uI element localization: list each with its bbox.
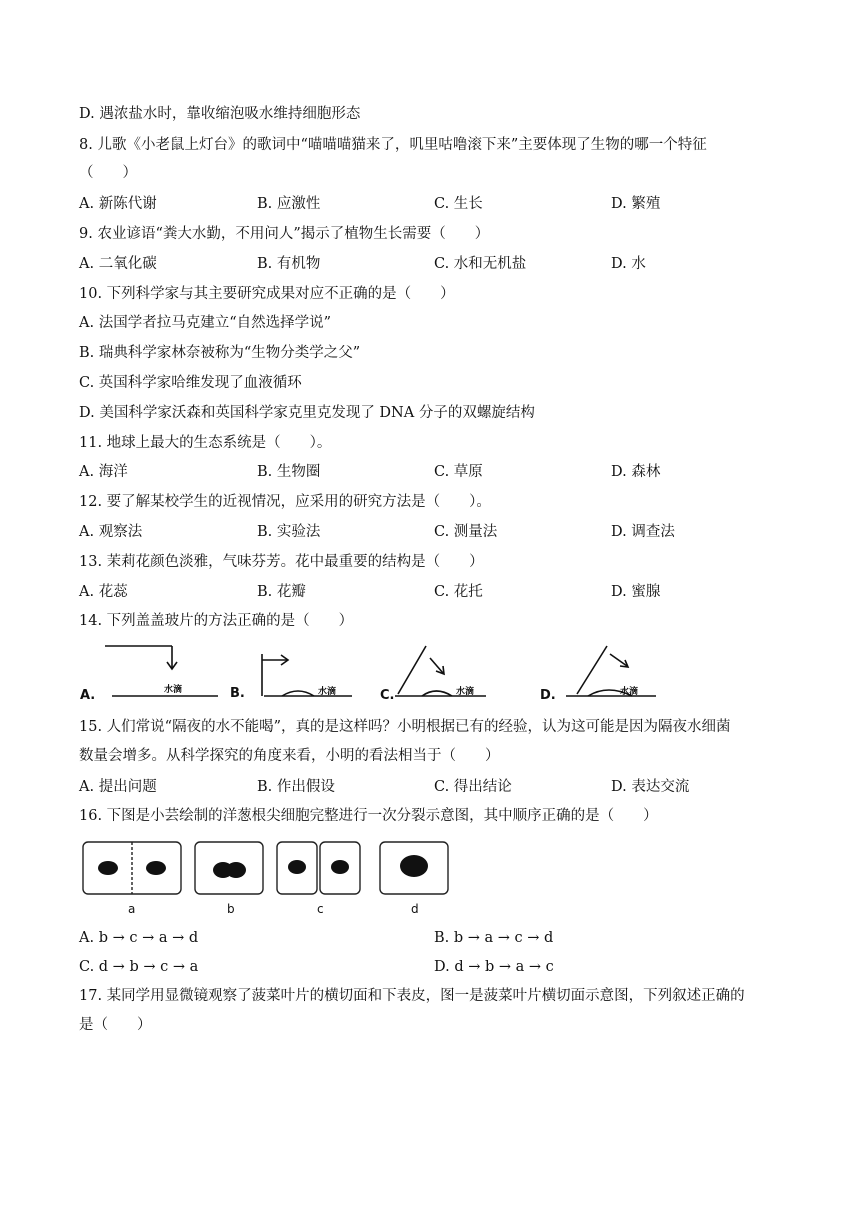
q12-option-b: B. 实验法: [257, 524, 321, 540]
q10-option-b: B. 瑞典科学家林奈被称为“生物分类学之父”: [79, 345, 361, 361]
q10-option-d: D. 美国科学家沃森和英国科学家克里克发现了 DNA 分子的双螺旋结构: [79, 405, 535, 421]
fig-label-a: a: [128, 902, 136, 916]
q8-paren: （ ）: [79, 165, 137, 181]
q15-option-c: C. 得出结论: [434, 779, 512, 795]
q8-option-d: D. 繁殖: [611, 196, 661, 212]
q15-option-b: B. 作出假设: [257, 779, 335, 795]
q11-stem: 11. 地球上最大的生态系统是（ ）。: [79, 435, 332, 451]
q13-option-d: D. 蜜腺: [611, 584, 661, 600]
fig-label-b: b: [227, 902, 235, 916]
q10-stem: 10. 下列科学家与其主要研究成果对应不正确的是（ ）: [79, 286, 455, 302]
drop-label-a: 水滴: [164, 685, 183, 695]
q17-stem-line1: 17. 某同学用显微镜观察了菠菜叶片的横切面和下表皮，图一是菠菜叶片横切面示意图，下列叙述正确的: [79, 988, 745, 1004]
nucleus-c2: [331, 860, 349, 874]
coverslip-c: [398, 646, 426, 694]
q9-stem: 9. 农业谚语“粪大水勤，不用问人”揭示了植物生长需要（ ）: [79, 226, 490, 242]
q16-option-c: C. d → b → c → a: [79, 959, 199, 975]
nucleus-c1: [288, 860, 306, 874]
q16-option-d: D. d → b → a → c: [434, 959, 554, 975]
cell-division-diagram: [82, 840, 452, 902]
q12-option-a: A. 观察法: [79, 524, 143, 540]
q11-option-b: B. 生物圈: [257, 464, 321, 480]
fig-letter-c: C.: [380, 688, 395, 703]
q17-stem-line2: 是（ ）: [79, 1017, 152, 1033]
q16-option-a: A. b → c → a → d: [79, 930, 199, 946]
nucleus-d: [400, 855, 428, 877]
q16-stem: 16. 下图是小芸绘制的洋葱根尖细胞完整进行一次分裂示意图，其中顺序正确的是（ ）: [79, 808, 658, 824]
cell-division-figure: [82, 840, 452, 920]
q9-option-d: D. 水: [611, 256, 646, 272]
q9-option-c: C. 水和无机盐: [434, 256, 527, 272]
q7-option-d: D. 遇浓盐水时，靠收缩泡吸水维持细胞形态: [79, 106, 361, 122]
fig-letter-a: A.: [80, 688, 96, 703]
q11-option-a: A. 海洋: [79, 464, 128, 480]
q11-option-c: C. 草原: [434, 464, 483, 480]
q8-stem: 8. 儿歌《小老鼠上灯台》的歌词中“喵喵喵猫来了，叽里咕噜滚下来”主要体现了生物的哪一个特征: [79, 137, 707, 153]
fig-label-d: d: [411, 902, 419, 916]
nucleus-a1: [98, 861, 118, 875]
q9-option-b: B. 有机物: [257, 256, 321, 272]
coverslip-diagram: [80, 640, 660, 710]
q8-option-c: C. 生长: [434, 196, 483, 212]
q10-option-a: A. 法国学者拉马克建立“自然选择学说”: [79, 315, 332, 331]
drop-label-c: 水滴: [456, 687, 475, 697]
nucleus-a2: [146, 861, 166, 875]
q12-option-d: D. 调查法: [611, 524, 675, 540]
q9-option-a: A. 二氧化碳: [79, 256, 157, 272]
q13-option-a: A. 花蕊: [79, 584, 128, 600]
q14-stem: 14. 下列盖盖玻片的方法正确的是（ ）: [79, 613, 354, 629]
fig-label-c: c: [317, 902, 324, 916]
q8-option-a: A. 新陈代谢: [79, 196, 157, 212]
drop-label-b: 水滴: [318, 687, 337, 697]
q8-option-b: B. 应激性: [257, 196, 321, 212]
q12-option-c: C. 测量法: [434, 524, 498, 540]
fig-letter-b: B.: [230, 686, 245, 701]
q15-option-a: A. 提出问题: [79, 779, 157, 795]
q13-option-b: B. 花瓣: [257, 584, 306, 600]
q13-option-c: C. 花托: [434, 584, 483, 600]
q15-option-d: D. 表达交流: [611, 779, 690, 795]
q10-option-c: C. 英国科学家哈维发现了血液循环: [79, 375, 302, 391]
drop-label-d: 水滴: [620, 687, 639, 697]
q15-stem-line2: 数量会增多。从科学探究的角度来看，小明的看法相当于（ ）: [79, 748, 500, 764]
coverslip-figure: [80, 640, 660, 710]
q15-stem-line1: 15. 人们常说“隔夜的水不能喝”，真的是这样吗？小明根据已有的经验，认为这可能是因为隔夜水细菌: [79, 719, 731, 735]
nucleus-b2: [226, 862, 246, 878]
q16-option-b: B. b → a → c → d: [434, 930, 554, 946]
q13-stem: 13. 茉莉花颜色淡雅，气味芬芳。花中最重要的结构是（ ）: [79, 554, 484, 570]
fig-letter-d: D.: [540, 688, 556, 703]
coverslip-d: [577, 646, 607, 694]
q12-stem: 12. 要了解某校学生的近视情况，应采用的研究方法是（ ）。: [79, 494, 491, 510]
q11-option-d: D. 森林: [611, 464, 661, 480]
